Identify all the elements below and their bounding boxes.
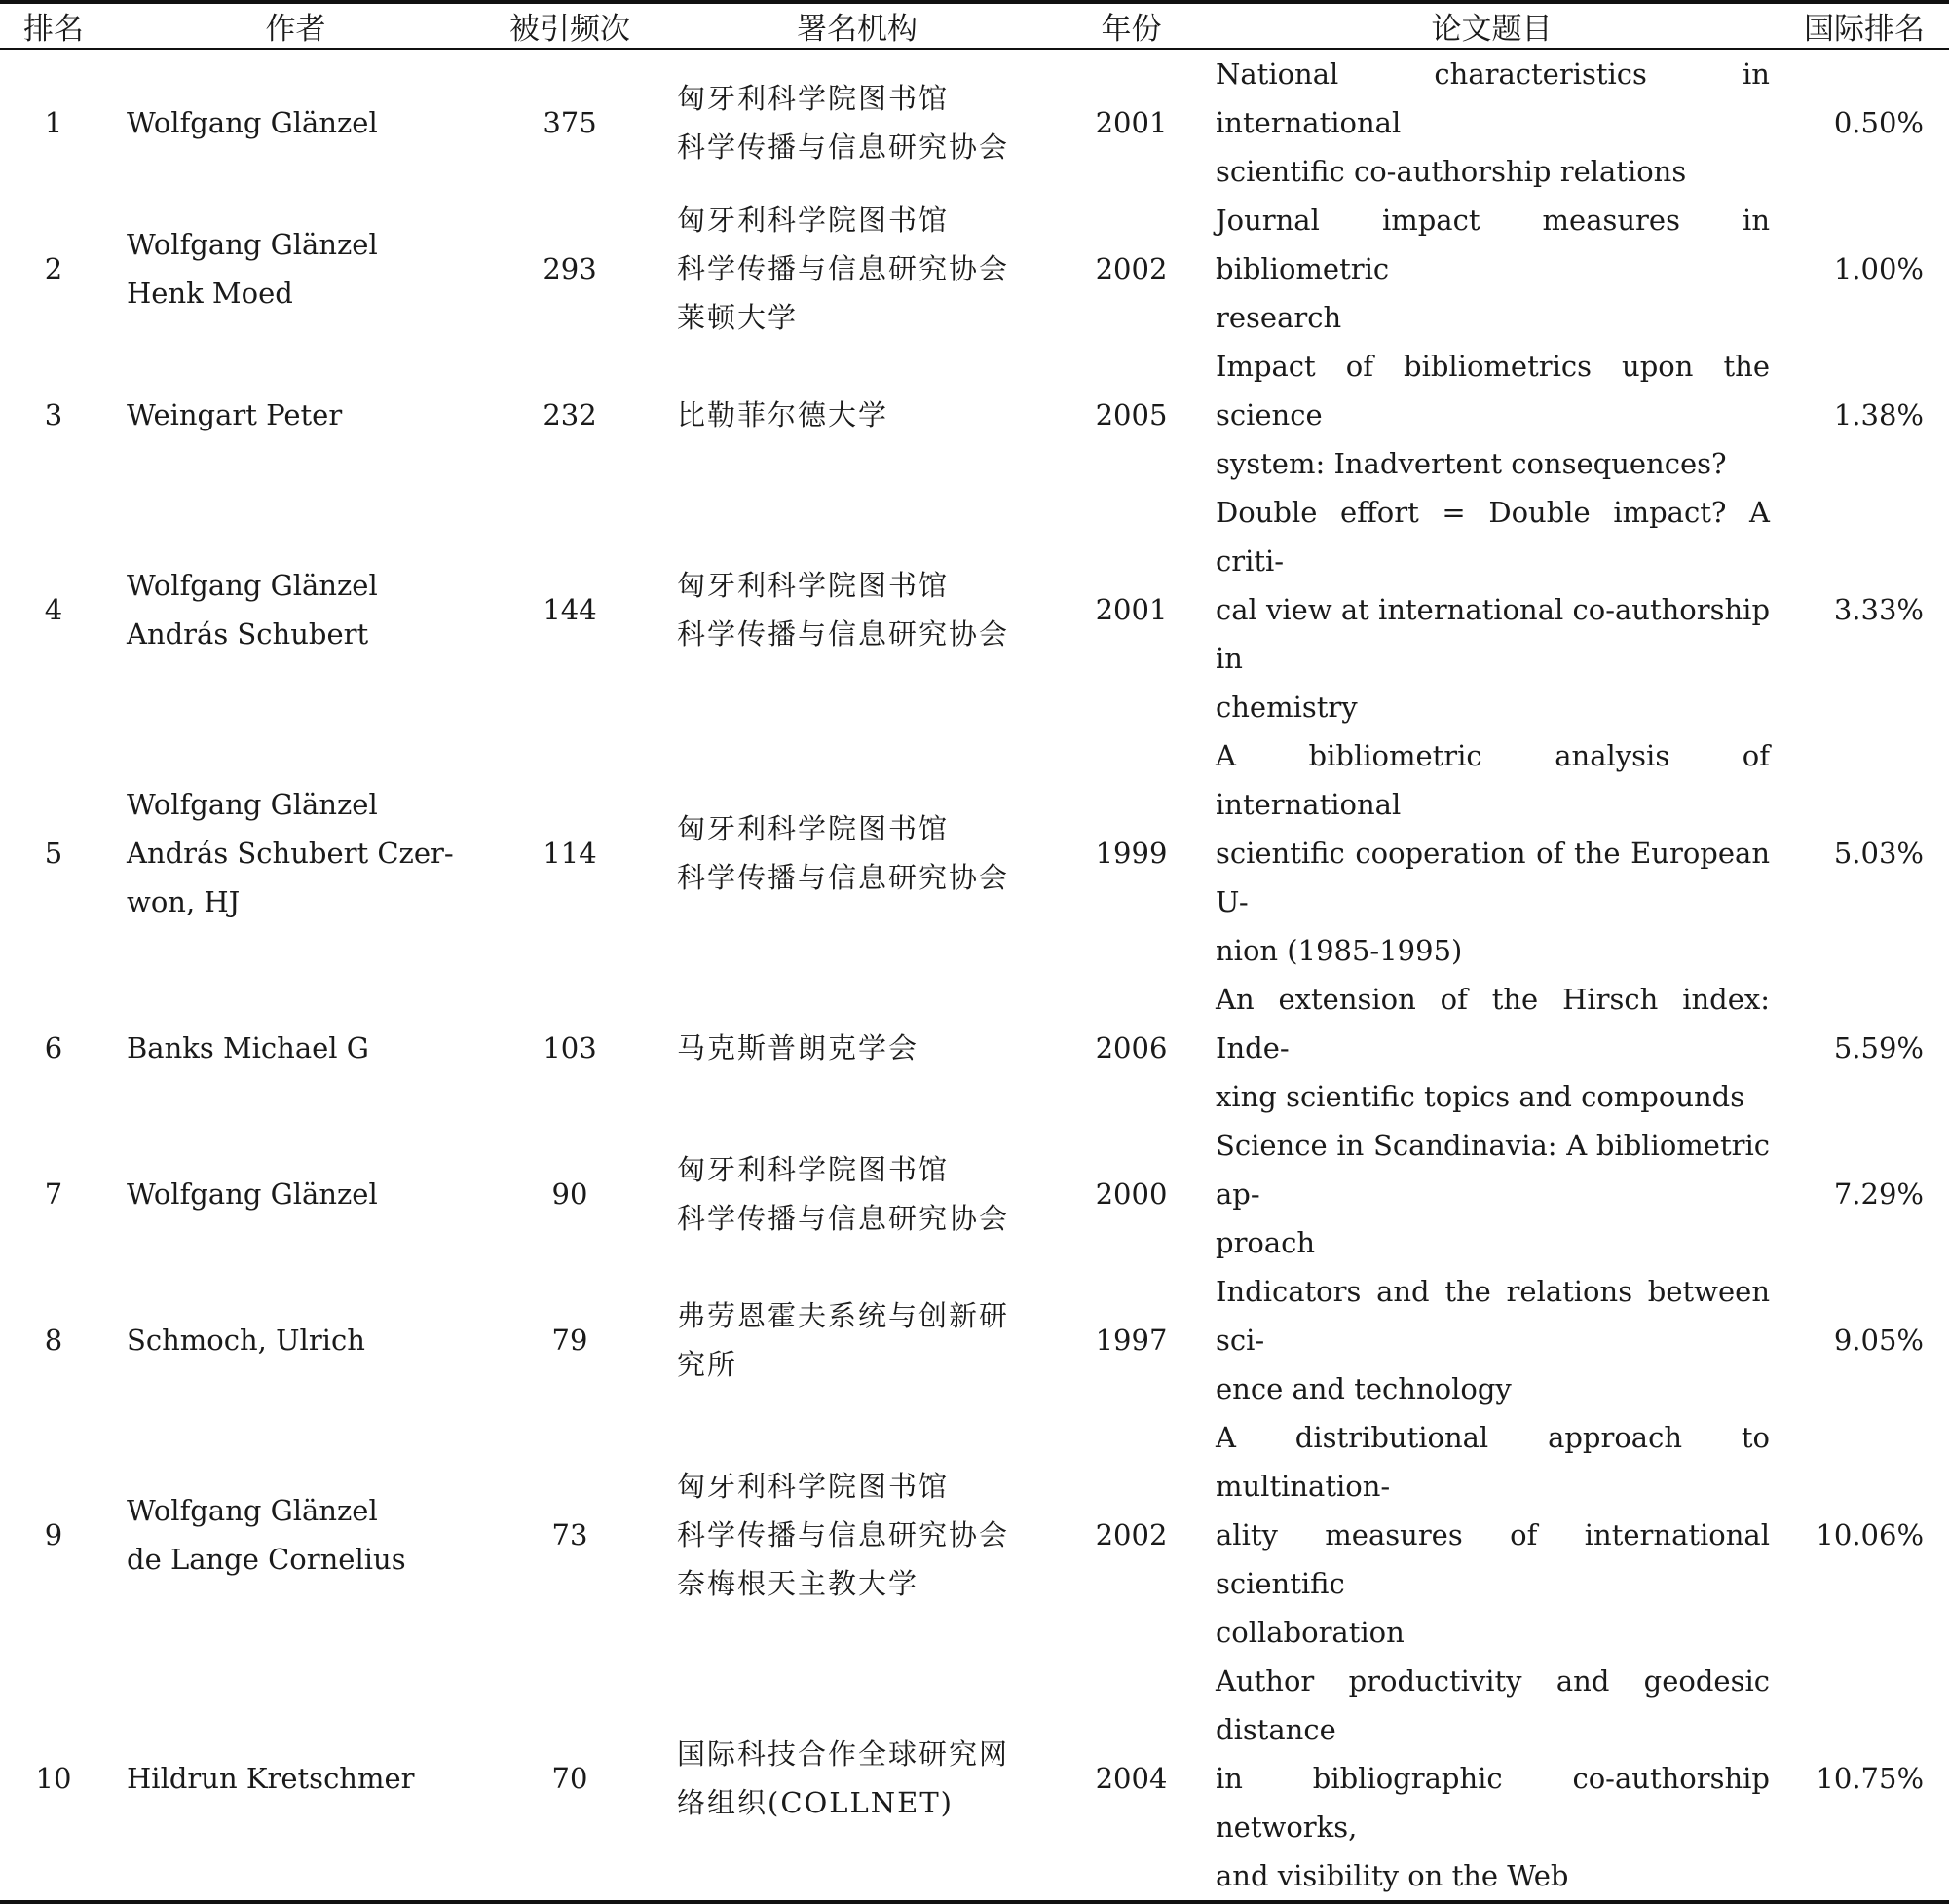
year-cell: 2005 bbox=[1095, 398, 1168, 431]
citation-count-cell: 375 bbox=[543, 106, 597, 139]
institution-cell-line: 国际科技合作全球研究网 bbox=[677, 1737, 1010, 1771]
header-cites: 被引频次 bbox=[484, 2, 656, 49]
paper-title-cell-line: in bibliographic co-authorship networks, bbox=[1216, 1762, 1770, 1844]
paper-title-cell-line: A distributional approach to multination- bbox=[1216, 1421, 1770, 1503]
institution-cell bbox=[656, 975, 1059, 1121]
author-cell bbox=[107, 1413, 484, 1657]
institution-cell-line: 科学传播与信息研究协会 bbox=[677, 1518, 1010, 1551]
institution-cell-line: 比勒菲尔德大学 bbox=[677, 398, 889, 431]
table-row bbox=[0, 342, 1949, 488]
intl-rank-cell: 0.50% bbox=[1833, 106, 1924, 139]
paper-title-cell-line: chemistry bbox=[1216, 691, 1358, 724]
table-row bbox=[0, 1657, 1949, 1902]
header-title: 论文题目 bbox=[1204, 2, 1780, 49]
intl-rank-cell: 9.05% bbox=[1833, 1324, 1924, 1357]
paper-title-cell-line: research bbox=[1216, 301, 1342, 334]
paper-title-cell bbox=[1204, 488, 1780, 731]
author-cell-line: de Lange Cornelius bbox=[127, 1543, 406, 1576]
author-cell-line: Weingart Peter bbox=[127, 398, 343, 431]
intl-rank-cell: 7.29% bbox=[1833, 1177, 1924, 1211]
paper-title-cell-line: A bibliometric analysis of international bbox=[1216, 739, 1770, 821]
author-cell bbox=[107, 196, 484, 342]
author-cell-line: Henk Moed bbox=[127, 277, 293, 310]
citation-count-cell: 114 bbox=[543, 837, 597, 870]
year-cell: 2001 bbox=[1095, 593, 1168, 626]
paper-title-cell bbox=[1204, 975, 1780, 1121]
rank-cell: 10 bbox=[35, 1762, 72, 1795]
institution-cell-line: 究所 bbox=[677, 1348, 738, 1381]
citation-count-cell: 232 bbox=[543, 398, 597, 431]
author-cell-line: András Schubert bbox=[127, 617, 369, 651]
citation-count-cell: 90 bbox=[551, 1177, 588, 1211]
institution-cell-line: 科学传播与信息研究协会 bbox=[677, 617, 1010, 651]
author-cell-line: Wolfgang Glänzel bbox=[127, 228, 378, 261]
rank-cell: 7 bbox=[44, 1177, 63, 1211]
intl-rank-cell: 10.06% bbox=[1816, 1518, 1924, 1551]
header-author: 作者 bbox=[107, 2, 484, 49]
author-cell bbox=[107, 975, 484, 1121]
year-cell: 2002 bbox=[1095, 1518, 1168, 1551]
institution-cell-line: 科学传播与信息研究协会 bbox=[677, 131, 1010, 164]
header-year: 年份 bbox=[1059, 2, 1204, 49]
paper-title-cell bbox=[1204, 49, 1780, 196]
institution-cell-line: 科学传播与信息研究协会 bbox=[677, 252, 1010, 285]
paper-title-cell-line: Double effort = Double impact? A criti- bbox=[1216, 496, 1770, 578]
paper-title-cell bbox=[1204, 1413, 1780, 1657]
citation-count-cell: 70 bbox=[551, 1762, 588, 1795]
institution-cell-line: 奈梅根天主教大学 bbox=[677, 1567, 919, 1600]
paper-title-cell-line: Journal impact measures in bibliometric bbox=[1216, 204, 1770, 285]
institution-cell-line: 弗劳恩霍夫系统与创新研 bbox=[677, 1299, 1010, 1332]
table-row bbox=[0, 1267, 1949, 1413]
institution-cell-line: 匈牙利科学院图书馆 bbox=[677, 204, 950, 237]
year-cell: 2006 bbox=[1095, 1031, 1168, 1064]
rank-cell: 2 bbox=[44, 252, 63, 285]
year-cell: 2001 bbox=[1095, 106, 1168, 139]
year-cell: 2002 bbox=[1095, 252, 1168, 285]
paper-title-cell-line: Indicators and the relations between sci- bbox=[1216, 1275, 1770, 1357]
table-body bbox=[0, 49, 1949, 1902]
paper-title-cell bbox=[1204, 196, 1780, 342]
rank-cell: 5 bbox=[44, 837, 63, 870]
table-row bbox=[0, 731, 1949, 975]
rank-cell: 6 bbox=[44, 1031, 63, 1064]
paper-title-cell-line: ality measures of international scientific bbox=[1216, 1518, 1770, 1600]
author-cell bbox=[107, 1657, 484, 1902]
intl-rank-cell: 10.75% bbox=[1816, 1762, 1924, 1795]
citation-count-cell: 144 bbox=[543, 593, 597, 626]
institution-cell bbox=[656, 1121, 1059, 1267]
paper-title-cell bbox=[1204, 1121, 1780, 1267]
institution-cell bbox=[656, 731, 1059, 975]
rank-cell: 9 bbox=[44, 1518, 63, 1551]
year-cell: 1997 bbox=[1095, 1324, 1168, 1357]
institution-cell-line: 科学传播与信息研究协会 bbox=[677, 861, 1010, 894]
institution-cell bbox=[656, 488, 1059, 731]
paper-title-cell-line: Impact of bibliometrics upon the science bbox=[1216, 350, 1770, 431]
author-cell-line: won, HJ bbox=[127, 885, 241, 918]
author-cell-line: András Schubert Czer- bbox=[127, 837, 454, 870]
paper-title-cell-line: scientific cooperation of the European U- bbox=[1216, 837, 1770, 918]
paper-title-cell-line: collaboration bbox=[1216, 1616, 1405, 1649]
institution-cell-line: 络组织(COLLNET) bbox=[677, 1786, 954, 1819]
institution-cell-line: 匈牙利科学院图书馆 bbox=[677, 1153, 950, 1186]
paper-title-cell-line: nion (1985-1995) bbox=[1216, 934, 1463, 967]
table-row bbox=[0, 1121, 1949, 1267]
intl-rank-cell: 1.38% bbox=[1833, 398, 1924, 431]
institution-cell-line: 匈牙利科学院图书馆 bbox=[677, 82, 950, 115]
intl-rank-cell: 1.00% bbox=[1833, 252, 1924, 285]
paper-title-cell-line: scientific co-authorship relations bbox=[1216, 155, 1687, 188]
author-cell bbox=[107, 488, 484, 731]
author-cell-line: Wolfgang Glänzel bbox=[127, 1177, 378, 1211]
author-cell bbox=[107, 1267, 484, 1413]
institution-cell bbox=[656, 1657, 1059, 1902]
paper-title-cell-line: cal view at international co-authorship in bbox=[1216, 593, 1771, 675]
paper-title-cell-line: National characteristics in international bbox=[1216, 57, 1770, 139]
citation-count-cell: 73 bbox=[551, 1518, 588, 1551]
rank-cell: 8 bbox=[44, 1324, 63, 1357]
header-intl-rank: 国际排名 bbox=[1780, 2, 1949, 49]
institution-cell bbox=[656, 49, 1059, 196]
year-cell: 2000 bbox=[1095, 1177, 1168, 1211]
rank-cell: 3 bbox=[44, 398, 63, 431]
author-cell bbox=[107, 342, 484, 488]
citation-count-cell: 103 bbox=[543, 1031, 597, 1064]
institution-cell-line: 科学传播与信息研究协会 bbox=[677, 1202, 1010, 1235]
header-row bbox=[0, 2, 1949, 49]
author-cell-line: Hildrun Kretschmer bbox=[127, 1762, 415, 1795]
paper-title-cell-line: and visibility on the Web bbox=[1216, 1859, 1569, 1892]
institution-cell-line: 莱顿大学 bbox=[677, 301, 799, 334]
paper-title-cell-line: Science in Scandinavia: A bibliometric ap- bbox=[1216, 1129, 1770, 1211]
paper-title-cell bbox=[1204, 1657, 1780, 1902]
paper-title-cell bbox=[1204, 731, 1780, 975]
institution-cell bbox=[656, 1413, 1059, 1657]
table-row bbox=[0, 488, 1949, 731]
rank-cell: 1 bbox=[44, 106, 63, 139]
paper-title-cell bbox=[1204, 342, 1780, 488]
intl-rank-cell: 3.33% bbox=[1833, 593, 1924, 626]
author-cell-line: Schmoch, Ulrich bbox=[127, 1324, 365, 1357]
intl-rank-cell: 5.03% bbox=[1833, 837, 1924, 870]
author-cell bbox=[107, 49, 484, 196]
author-cell-line: Wolfgang Glänzel bbox=[127, 788, 378, 821]
paper-title-cell-line: Author productivity and geodesic distance bbox=[1216, 1664, 1770, 1746]
year-cell: 1999 bbox=[1095, 837, 1168, 870]
table-row bbox=[0, 196, 1949, 342]
table-row bbox=[0, 975, 1949, 1121]
institution-cell-line: 匈牙利科学院图书馆 bbox=[677, 812, 950, 845]
paper-title-cell bbox=[1204, 1267, 1780, 1413]
author-cell-line: Wolfgang Glänzel bbox=[127, 1494, 378, 1527]
institution-cell-line: 匈牙利科学院图书馆 bbox=[677, 1470, 950, 1503]
header-rank: 排名 bbox=[0, 2, 107, 49]
table-row bbox=[0, 1413, 1949, 1657]
author-cell bbox=[107, 1121, 484, 1267]
citation-count-cell: 79 bbox=[551, 1324, 588, 1357]
header-org: 署名机构 bbox=[656, 2, 1059, 49]
paper-title-cell-line: proach bbox=[1216, 1226, 1316, 1259]
author-cell-line: Wolfgang Glänzel bbox=[127, 106, 378, 139]
table-row bbox=[0, 49, 1949, 196]
citation-count-cell: 293 bbox=[543, 252, 597, 285]
intl-rank-cell: 5.59% bbox=[1833, 1031, 1924, 1064]
rank-cell: 4 bbox=[44, 593, 63, 626]
institution-cell-line: 马克斯普朗克学会 bbox=[677, 1031, 919, 1064]
paper-title-cell-line: xing scientific topics and compounds bbox=[1216, 1080, 1745, 1113]
paper-title-cell-line: system: Inadvertent consequences? bbox=[1216, 447, 1727, 480]
institution-cell bbox=[656, 1267, 1059, 1413]
paper-title-cell-line: An extension of the Hirsch index: Inde- bbox=[1216, 983, 1770, 1064]
institution-cell bbox=[656, 196, 1059, 342]
year-cell: 2004 bbox=[1095, 1762, 1168, 1795]
institution-cell-line: 匈牙利科学院图书馆 bbox=[677, 569, 950, 602]
author-cell-line: Banks Michael G bbox=[127, 1031, 369, 1064]
author-cell-line: Wolfgang Glänzel bbox=[127, 569, 378, 602]
paper-title-cell-line: ence and technology bbox=[1216, 1372, 1512, 1405]
institution-cell bbox=[656, 342, 1059, 488]
author-cell bbox=[107, 731, 484, 975]
